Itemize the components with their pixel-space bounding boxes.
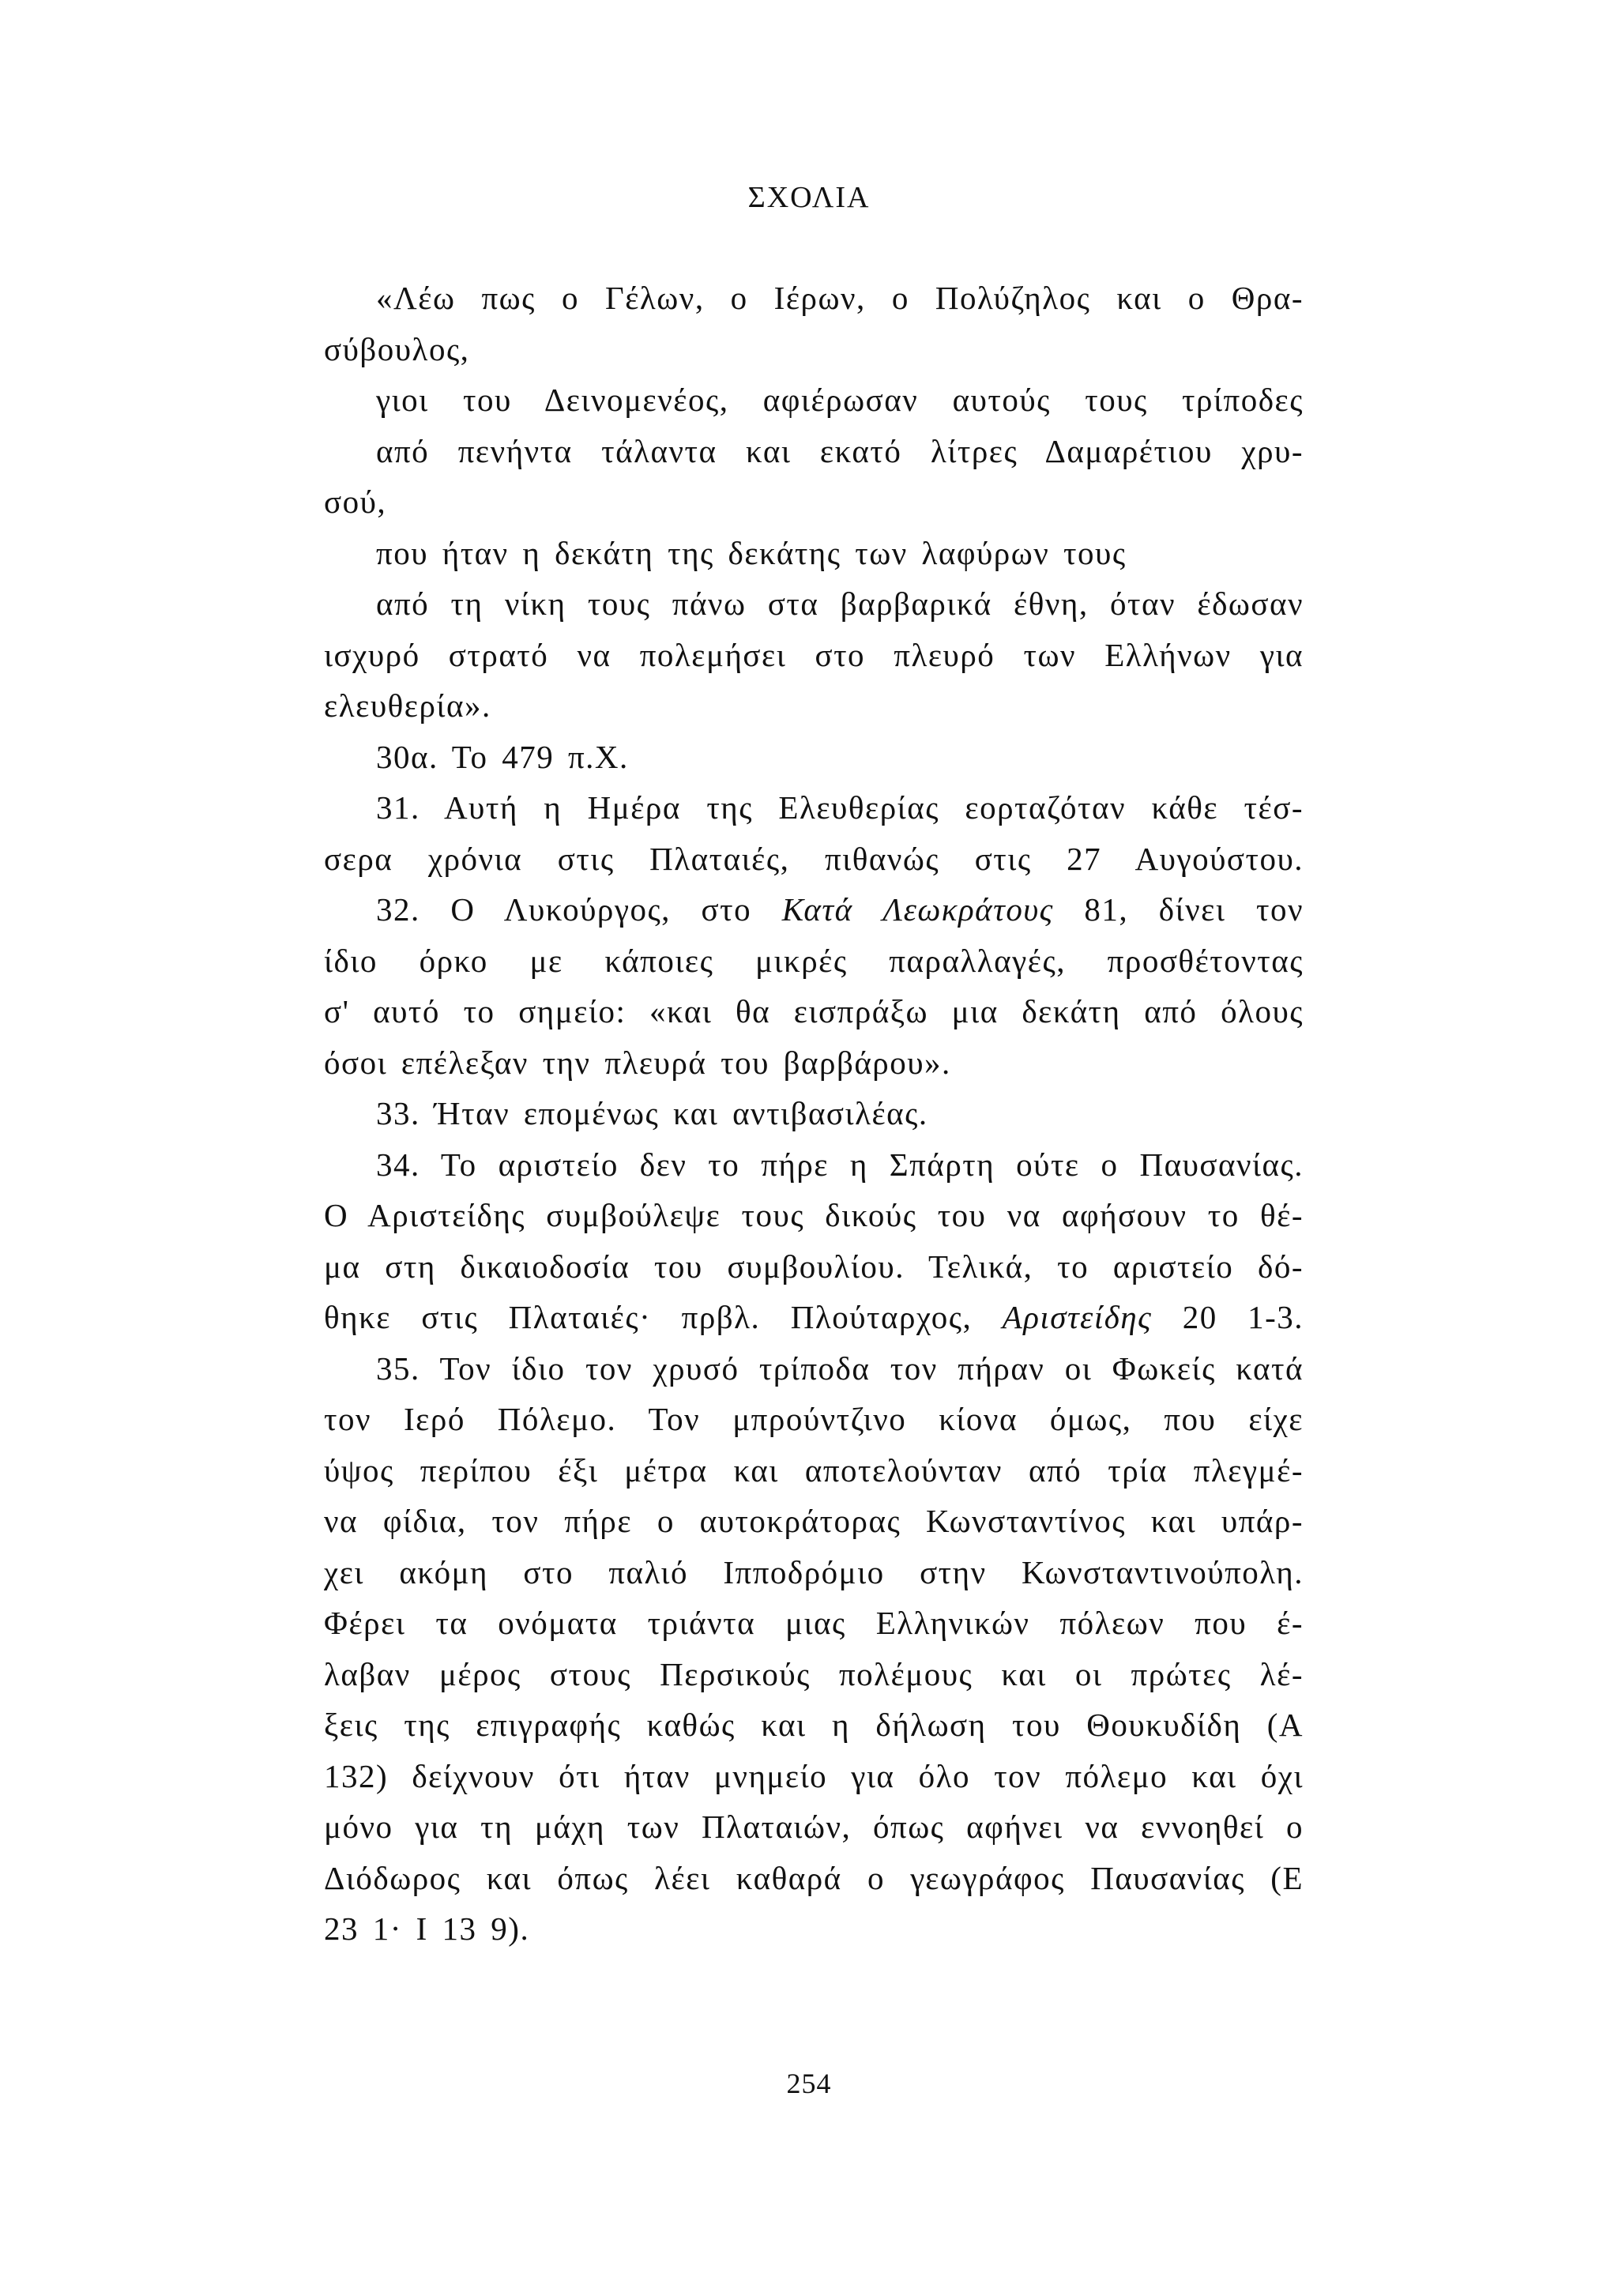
note-33: 33. Ήταν επομένως και αντιβασιλέας. <box>376 1095 928 1131</box>
text-line: γιοι του Δεινομενέος, αφιέρωσαν αυτούς τους τρίποδες <box>376 382 1304 418</box>
text-line: Ο Αριστείδης συμβούλεψε τους δικούς του να αφήσουν το θέ- <box>324 1197 1304 1233</box>
text-line: 23 1· Ι 13 9). <box>324 1910 530 1947</box>
text-line: σ' αυτό το σημείο: «και θα εισπράξω μια δεκάτη από όλους <box>324 993 1304 1029</box>
text-line: όσοι επέλεξαν την πλευρά του βαρβάρου». <box>324 1044 951 1081</box>
text-line: τον Ιερό Πόλεμο. Τον μπρούντζινο κίονα όμως, που είχε <box>324 1401 1304 1437</box>
notes-text <box>324 273 1304 1955</box>
text-line: Διόδωρος και όπως λέει καθαρά ο γεωγράφος Παυσανίας (Ε <box>324 1859 1304 1896</box>
note-30a: 30α. Το 479 π.Χ. <box>376 738 629 775</box>
text-line: ελευθερία». <box>324 687 491 724</box>
text-line: ξεις της επιγραφής καθώς και η δήλωση του Θουκυδίδη (Α <box>324 1707 1304 1743</box>
italic-title: Κατά Λεωκράτους <box>781 891 1054 928</box>
text-line: 132) δείχνουν ότι ήταν μνημείο για όλο τον πόλεμο και όχι <box>324 1757 1304 1794</box>
text-segment: θηκε στις Πλαταιές· πρβλ. Πλούταρχος, <box>324 1299 973 1335</box>
page-number: 254 <box>786 2068 832 2099</box>
text-line: από τη νίκη τους πάνω στα βαρβαρικά έθνη, όταν έδωσαν <box>376 585 1304 622</box>
note-32 <box>324 884 1304 935</box>
note-34: 34. Το αριστείο δεν το πήρε η Σπάρτη ούτε ο Παυσανίας. <box>376 1146 1304 1183</box>
running-head: ΣΧΟΛΙΑ <box>747 181 871 214</box>
text-line: ισχυρό στρατό να πολεμήσει στο πλευρό των Ελλήνων για <box>324 636 1304 673</box>
text-line: χει ακόμη στο παλιό Ιπποδρόμιο στην Κωνσταντινούπολη. <box>324 1553 1304 1590</box>
text-line: να φίδια, τον πήρε ο αυτοκράτορας Κωνσταντίνος και υπάρ- <box>324 1503 1304 1539</box>
text-line: σερα χρόνια στις Πλαταιές, πιθανώς στις 27 Αυγούστου. <box>324 840 1304 877</box>
text-line: μόνο για τη μάχη των Πλαταιών, όπως αφήνει να εννοηθεί ο <box>324 1809 1304 1845</box>
text-line: από πενήντα τάλαντα και εκατό λίτρες Δαμαρέτιου χρυ- <box>376 432 1304 469</box>
text-line: «Λέω πως ο Γέλων, ο Ιέρων, ο Πολύζηλος και ο Θρα- <box>376 280 1304 316</box>
text-line <box>324 1292 1304 1343</box>
text-line: σύβουλος, <box>324 330 470 367</box>
text-segment: 20 1-3. <box>1182 1299 1304 1335</box>
text-line: που ήταν η δεκάτη της δεκάτης των λαφύρων τους <box>376 534 1127 571</box>
note-31: 31. Αυτή η Ημέρα της Ελευθερίας εορταζόταν κάθε τέσ- <box>376 789 1304 826</box>
text-line: ύψος περίπου έξι μέτρα και αποτελούνταν από τρία πλεγμέ- <box>324 1451 1304 1489</box>
italic-title: Αριστείδης <box>1002 1299 1153 1335</box>
text-segment: 32. Ο Λυκούργος, στο <box>376 891 752 928</box>
text-line: μα στη δικαιοδοσία του συμβουλίου. Τελικά, το αριστείο δό- <box>324 1248 1304 1285</box>
text-line: ίδιο όρκο με κάποιες μικρές παραλλαγές, προσθέτοντας <box>324 942 1304 979</box>
text-segment: 81, δίνει τον <box>1084 891 1304 928</box>
text-line: λαβαν μέρος στους Περσικούς πολέμους και οι πρώτες λέ- <box>324 1655 1304 1692</box>
note-35: 35. Τον ίδιο τον χρυσό τρίποδα τον πήραν οι Φωκείς κατά <box>376 1349 1304 1387</box>
text-line: σού, <box>324 484 387 520</box>
text-line: Φέρει τα ονόματα τριάντα μιας Ελληνικών πόλεων που έ- <box>324 1605 1304 1641</box>
